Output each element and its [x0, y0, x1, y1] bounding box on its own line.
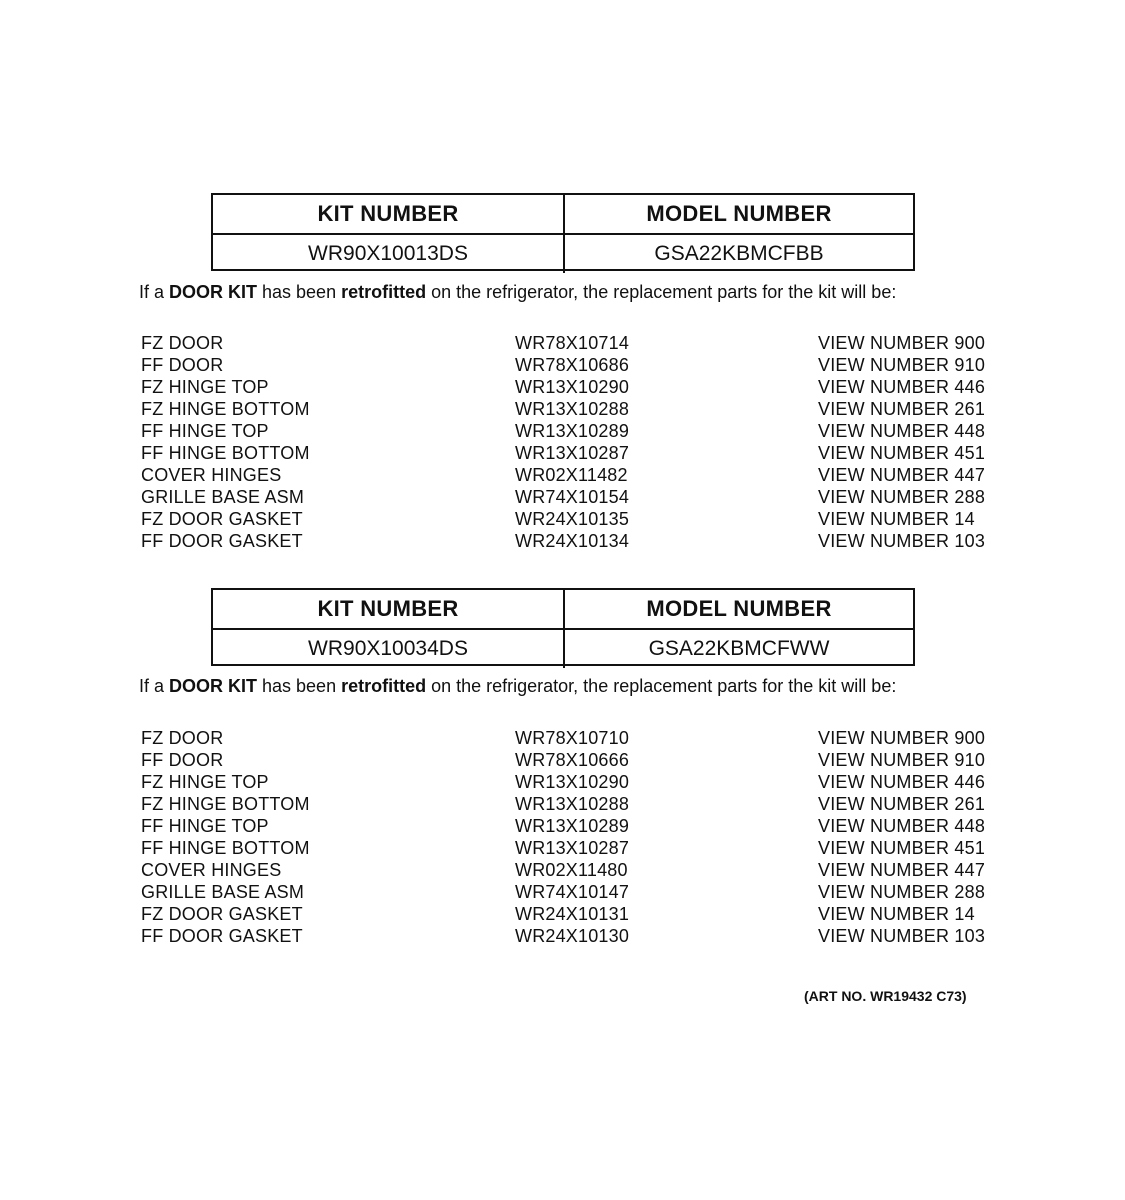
- part-number: WR24X10131: [515, 904, 630, 924]
- kit-table-header: [213, 590, 913, 628]
- view-number: VIEW NUMBER 446: [818, 377, 986, 397]
- note-text: has been: [257, 676, 342, 696]
- part-row: [141, 377, 1001, 399]
- model-number-value: GSA22KBMCFBB: [563, 235, 913, 273]
- part-name: FZ HINGE BOTTOM: [141, 794, 310, 814]
- note-door-kit: DOOR KIT: [169, 282, 258, 302]
- part-row: [141, 838, 1001, 860]
- view-number: VIEW NUMBER 103: [818, 531, 986, 551]
- view-number: VIEW NUMBER 261: [818, 794, 986, 814]
- view-number: VIEW NUMBER 448: [818, 816, 986, 836]
- part-name: FZ DOOR: [141, 728, 224, 748]
- part-number: WR74X10154: [515, 487, 630, 507]
- part-name: GRILLE BASE ASM: [141, 882, 305, 902]
- part-name: FF DOOR: [141, 750, 224, 770]
- view-number: VIEW NUMBER 446: [818, 772, 986, 792]
- parts-list: [141, 728, 1001, 948]
- view-number: VIEW NUMBER 288: [818, 487, 986, 507]
- parts-list: [141, 333, 1001, 553]
- part-row: [141, 772, 1001, 794]
- part-number: WR13X10289: [515, 421, 630, 441]
- part-number: WR74X10147: [515, 882, 630, 902]
- note-text: has been: [257, 282, 342, 302]
- part-number: WR13X10287: [515, 838, 630, 858]
- note-text: If a: [139, 676, 170, 696]
- part-row: [141, 728, 1001, 750]
- model-number-value: GSA22KBMCFWW: [563, 630, 913, 668]
- part-row: [141, 421, 1001, 443]
- part-row: [141, 531, 1001, 553]
- part-row: [141, 487, 1001, 509]
- part-number: WR78X10686: [515, 355, 630, 375]
- part-number: WR24X10134: [515, 531, 630, 551]
- kit-table: [211, 193, 915, 271]
- view-number: VIEW NUMBER 900: [818, 333, 986, 353]
- part-name: FF HINGE TOP: [141, 421, 269, 441]
- part-number: WR13X10288: [515, 794, 630, 814]
- part-name: FZ DOOR GASKET: [141, 904, 303, 924]
- note-retrofitted: retrofitted: [341, 282, 427, 302]
- part-name: FZ HINGE TOP: [141, 377, 269, 397]
- note-door-kit: DOOR KIT: [169, 676, 258, 696]
- model-number-header: MODEL NUMBER: [563, 195, 913, 233]
- view-number: VIEW NUMBER 910: [818, 750, 986, 770]
- part-row: [141, 355, 1001, 377]
- part-number: WR13X10289: [515, 816, 630, 836]
- part-number: WR78X10666: [515, 750, 630, 770]
- view-number: VIEW NUMBER 451: [818, 838, 986, 858]
- part-number: WR13X10290: [515, 772, 630, 792]
- note-retrofitted: retrofitted: [341, 676, 427, 696]
- view-number: VIEW NUMBER 14: [818, 904, 975, 924]
- part-number: WR02X11480: [515, 860, 628, 880]
- part-name: FF DOOR GASKET: [141, 531, 303, 551]
- part-number: WR24X10135: [515, 509, 630, 529]
- part-name: FZ DOOR GASKET: [141, 509, 303, 529]
- part-row: [141, 509, 1001, 531]
- kit-number-value: WR90X10034DS: [308, 637, 468, 660]
- part-name: FF DOOR: [141, 355, 224, 375]
- note-text: on the refrigerator, the replacement parts for the kit will be:: [426, 676, 897, 696]
- part-name: FF DOOR GASKET: [141, 926, 303, 946]
- view-number: VIEW NUMBER 910: [818, 355, 986, 375]
- kit-table-row: [213, 233, 913, 273]
- part-number: WR78X10710: [515, 728, 630, 748]
- retrofit-note: [139, 676, 1019, 697]
- part-row: [141, 860, 1001, 882]
- part-row: [141, 399, 1001, 421]
- part-row: [141, 333, 1001, 355]
- part-row: [141, 443, 1001, 465]
- part-name: FZ HINGE TOP: [141, 772, 269, 792]
- kit-table: [211, 588, 915, 666]
- view-number: VIEW NUMBER 261: [818, 399, 986, 419]
- part-name: FZ HINGE BOTTOM: [141, 399, 310, 419]
- view-number: VIEW NUMBER 900: [818, 728, 986, 748]
- retrofit-note: [139, 282, 1019, 303]
- part-name: COVER HINGES: [141, 465, 282, 485]
- note-text: If a: [139, 282, 170, 302]
- kit-number-value: WR90X10013DS: [308, 242, 468, 265]
- note-text: on the refrigerator, the replacement parts for the kit will be:: [426, 282, 897, 302]
- model-number-header: MODEL NUMBER: [563, 590, 913, 628]
- part-name: FF HINGE TOP: [141, 816, 269, 836]
- part-row: [141, 904, 1001, 926]
- part-name: FZ DOOR: [141, 333, 224, 353]
- part-row: [141, 816, 1001, 838]
- kit-table-row: [213, 628, 913, 668]
- kit-table-header: [213, 195, 913, 233]
- part-number: WR13X10288: [515, 399, 630, 419]
- part-number: WR24X10130: [515, 926, 630, 946]
- part-row: [141, 465, 1001, 487]
- part-row: [141, 794, 1001, 816]
- view-number: VIEW NUMBER 288: [818, 882, 986, 902]
- view-number: VIEW NUMBER 448: [818, 421, 986, 441]
- part-row: [141, 926, 1001, 948]
- part-number: WR78X10714: [515, 333, 630, 353]
- part-number: WR13X10290: [515, 377, 630, 397]
- part-number: WR02X11482: [515, 465, 628, 485]
- view-number: VIEW NUMBER 447: [818, 465, 986, 485]
- view-number: VIEW NUMBER 103: [818, 926, 986, 946]
- part-name: FF HINGE BOTTOM: [141, 443, 310, 463]
- part-row: [141, 750, 1001, 772]
- view-number: VIEW NUMBER 447: [818, 860, 986, 880]
- part-name: COVER HINGES: [141, 860, 282, 880]
- kit-number-header: KIT NUMBER: [317, 596, 459, 621]
- part-row: [141, 882, 1001, 904]
- kit-number-header: KIT NUMBER: [317, 201, 459, 226]
- part-name: GRILLE BASE ASM: [141, 487, 305, 507]
- view-number: VIEW NUMBER 451: [818, 443, 986, 463]
- part-name: FF HINGE BOTTOM: [141, 838, 310, 858]
- view-number: VIEW NUMBER 14: [818, 509, 975, 529]
- art-number: (ART NO. WR19432 C73): [804, 988, 967, 1004]
- part-number: WR13X10287: [515, 443, 630, 463]
